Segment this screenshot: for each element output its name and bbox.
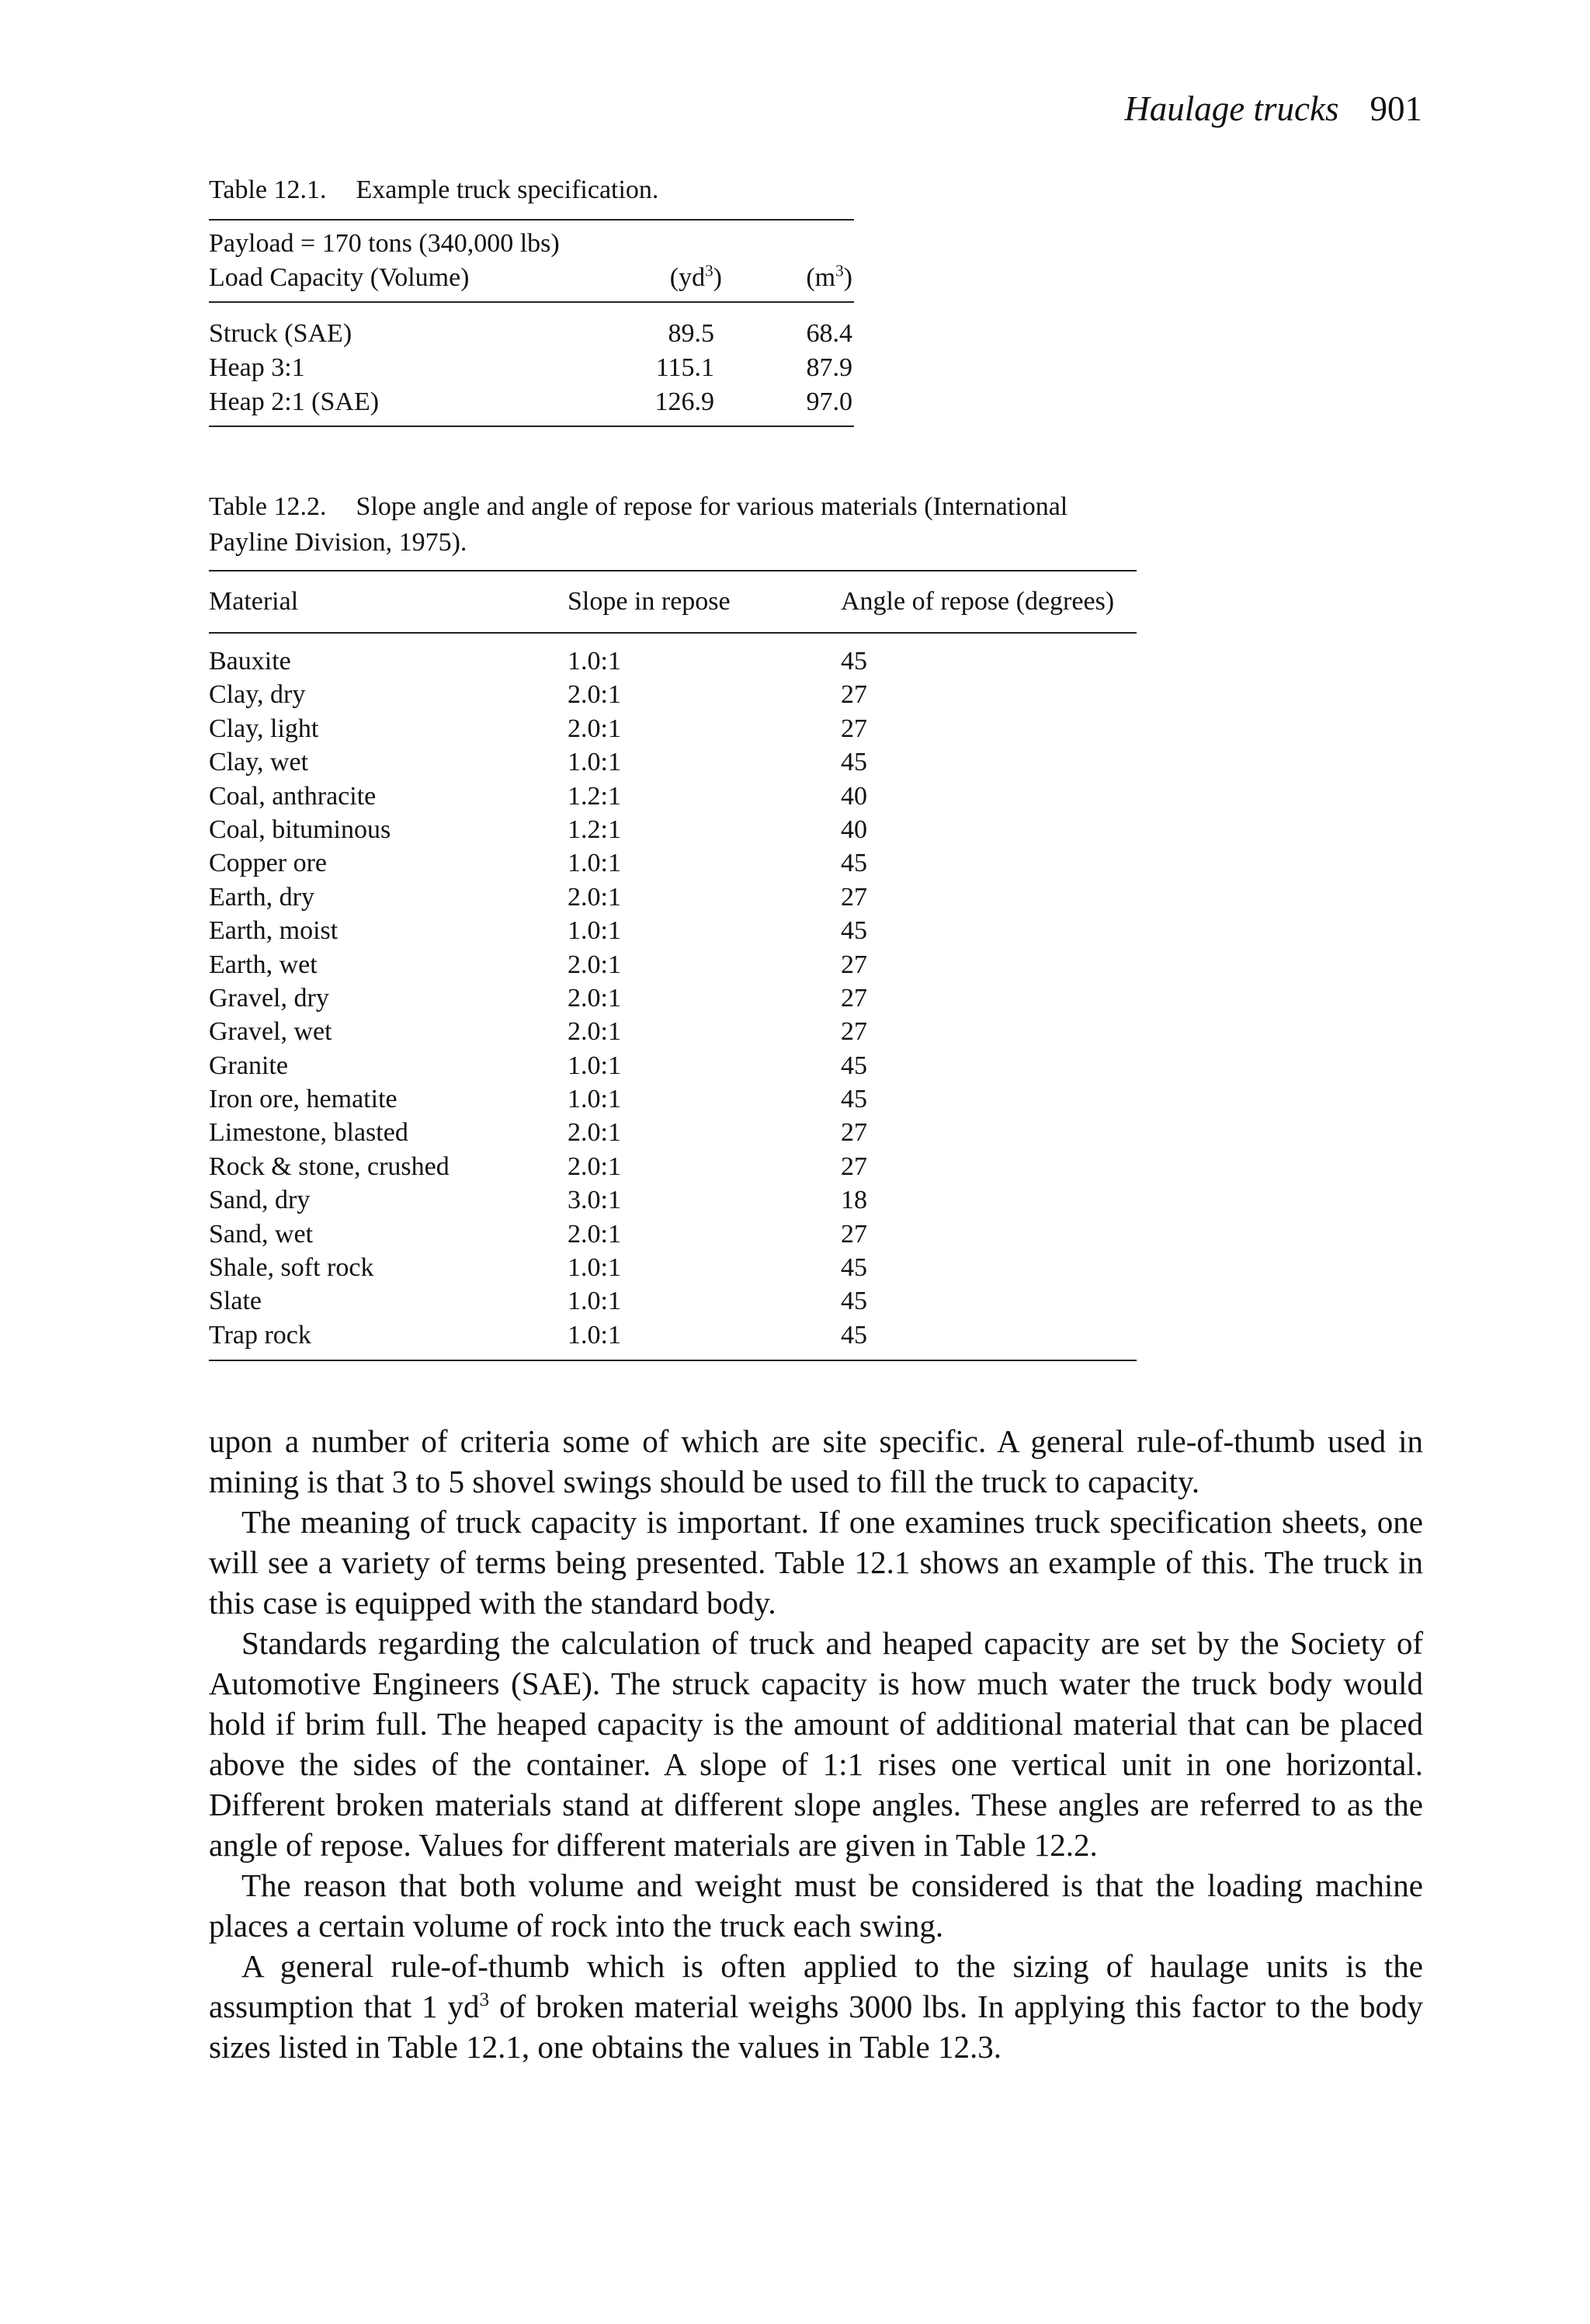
body-text [209, 1421, 1423, 2067]
table-header [209, 571, 1137, 632]
cell-slope: 2.0:1 [568, 1118, 621, 1148]
table-caption [209, 172, 854, 208]
cell-yd3: 89.5 [668, 319, 714, 348]
cell-material: Clay, wet [209, 748, 309, 777]
cell-material: Coal, bituminous [209, 815, 391, 844]
table-row [209, 914, 1137, 947]
page-number: 901 [1370, 89, 1422, 128]
cell-slope: 2.0:1 [568, 680, 621, 710]
cell-slope: 2.0:1 [568, 882, 621, 912]
cell-slope: 2.0:1 [568, 983, 621, 1013]
cell-angle: 45 [841, 1320, 867, 1350]
table-row [209, 644, 1137, 678]
table-body [209, 634, 1137, 1360]
cell-material: Slate [209, 1287, 262, 1316]
table-row [209, 780, 1137, 813]
cell-slope: 1.2:1 [568, 815, 621, 844]
column-header-angle: Angle of repose (degrees) [841, 587, 1115, 616]
cell-m3: 68.4 [806, 319, 852, 348]
cell-angle: 27 [841, 1219, 867, 1249]
table-caption-line: Payline Division, 1975). [209, 528, 467, 557]
table-caption-number: Table 12.1. [209, 175, 327, 204]
cell-angle: 18 [841, 1186, 867, 1215]
table-caption-number: Table 12.2. [209, 492, 327, 521]
cell-material: Limestone, blasted [209, 1118, 408, 1148]
cell-angle: 27 [841, 1118, 867, 1148]
table-12-2 [209, 489, 1137, 1361]
header-load-capacity: Load Capacity (Volume) [209, 263, 470, 292]
table-caption-line: Slope angle and angle of repose for various materials (International [356, 492, 1068, 521]
table-row [209, 385, 854, 419]
table-row [209, 1015, 1137, 1048]
table-row [209, 813, 1137, 846]
cell-angle: 40 [841, 781, 867, 811]
row-label: Heap 2:1 (SAE) [209, 387, 380, 416]
table-row [209, 1049, 1137, 1082]
table-row [209, 1251, 1137, 1284]
table-row [209, 712, 1137, 745]
table-caption [209, 489, 1137, 561]
paragraph: The meaning of truck capacity is important. If one examines truck specification sheets, one will see a variety of terms being presented. Table 12.1 shows an example of this. The truck in this case is equipped with the standard body. [209, 1504, 1423, 1621]
cell-angle: 45 [841, 647, 867, 676]
cell-material: Earth, wet [209, 950, 318, 979]
cell-angle: 45 [841, 849, 867, 878]
cell-angle: 45 [841, 1253, 867, 1283]
table-12-1 [209, 172, 854, 427]
cell-slope: 1.0:1 [568, 647, 621, 676]
cell-angle: 45 [841, 1051, 867, 1080]
cell-material: Iron ore, hematite [209, 1085, 398, 1114]
cell-material: Earth, dry [209, 882, 314, 912]
table-row [209, 948, 1137, 981]
cell-yd3: 115.1 [655, 353, 714, 382]
column-header-slope: Slope in repose [568, 587, 731, 616]
table-rule-bottom [209, 426, 854, 427]
cell-angle: 40 [841, 815, 867, 844]
table-row [209, 1183, 1137, 1217]
cell-slope: 3.0:1 [568, 1186, 621, 1215]
header-unit-yd3: $(yd^3)$ [669, 261, 722, 292]
cell-slope: 2.0:1 [568, 1219, 621, 1249]
cell-material: Granite [209, 1051, 288, 1080]
cell-material: Earth, moist [209, 916, 338, 946]
table-header [209, 221, 854, 301]
running-head [1124, 89, 1422, 128]
cell-angle: 45 [841, 748, 867, 777]
cell-slope: 1.0:1 [568, 849, 621, 878]
cell-material: Gravel, dry [209, 983, 329, 1013]
cell-slope: 1.0:1 [568, 1320, 621, 1350]
table-row [209, 317, 854, 351]
cell-angle: 27 [841, 1017, 867, 1047]
row-label: Struck (SAE) [209, 319, 352, 348]
cell-material: Bauxite [209, 647, 291, 676]
header-unit-m3: $(m^3)$ [806, 261, 852, 292]
row-label: Heap 3:1 [209, 353, 305, 382]
cell-material: Clay, light [209, 714, 319, 743]
table-caption-text: Example truck specification. [356, 175, 659, 204]
header-payload: Payload = 170 tons (340,000 lbs) [209, 229, 560, 258]
table-row [209, 1284, 1137, 1318]
cell-m3: 97.0 [806, 387, 852, 416]
cell-m3: 87.9 [806, 353, 852, 382]
cell-slope: 2.0:1 [568, 950, 621, 979]
header-row [209, 261, 854, 295]
cell-material: Rock & stone, crushed [209, 1152, 450, 1181]
cell-angle: 27 [841, 714, 867, 743]
cell-slope: 2.0:1 [568, 714, 621, 743]
cell-slope: 1.0:1 [568, 916, 621, 946]
table-row [209, 1218, 1137, 1251]
cell-angle: 27 [841, 882, 867, 912]
cell-material: Gravel, wet [209, 1017, 332, 1047]
table-row [209, 981, 1137, 1015]
cell-angle: 27 [841, 1152, 867, 1181]
cell-material: Sand, dry [209, 1186, 311, 1215]
table-row [209, 1116, 1137, 1149]
paragraph: The reason that both volume and weight must be considered is that the loading machine places a certain volume of rock into the truck each swing. [209, 1867, 1423, 1944]
cell-slope: 2.0:1 [568, 1017, 621, 1047]
cell-material: Shale, soft rock [209, 1253, 374, 1283]
cell-angle: 45 [841, 1287, 867, 1316]
cell-slope: 1.0:1 [568, 1085, 621, 1114]
cell-angle: 27 [841, 983, 867, 1013]
table-row [209, 1318, 1137, 1352]
cell-slope: 1.0:1 [568, 748, 621, 777]
table-row [209, 881, 1137, 914]
table-rule-bottom [209, 1360, 1137, 1361]
cell-slope: 1.0:1 [568, 1287, 621, 1316]
cell-material: Coal, anthracite [209, 781, 377, 811]
paragraph: A general rule-of-thumb which is often applied to the sizing of haulage units is the assumption that 1 $yd^3$ of broken material weighs 3000 lbs. In applying this factor to the body sizes listed in Table 12.1, one obtains the values in Table 12.3. [209, 1948, 1423, 2065]
cell-material: Copper ore [209, 849, 328, 878]
cell-angle: 27 [841, 680, 867, 710]
cell-angle: 27 [841, 950, 867, 979]
running-head-title: Haulage trucks [1124, 89, 1339, 128]
cell-angle: 45 [841, 916, 867, 946]
cell-material: Trap rock [209, 1320, 311, 1350]
cell-angle: 45 [841, 1085, 867, 1114]
cell-yd3: 126.9 [654, 387, 714, 416]
table-row [209, 1150, 1137, 1183]
cell-slope: 1.0:1 [568, 1253, 621, 1283]
table-row [209, 745, 1137, 779]
cell-material: Sand, wet [209, 1219, 314, 1249]
cell-material: Clay, dry [209, 680, 306, 710]
cell-slope: 1.2:1 [568, 781, 621, 811]
table-row [209, 678, 1137, 711]
table-row [209, 351, 854, 385]
table-row [209, 1082, 1137, 1116]
paragraph: Standards regarding the calculation of truck and heaped capacity are set by the Society of Automotive Engineers (SAE). The struck capacity is how much water the truck body would hold if brim full. The heaped capacity is the amount of additional material that can be placed above the sides of the container. A slope of 1:1 rises one vertical unit in one horizontal. Different broken materials stand at different slope angles. These angles are referred to as the angle of repose. Values for different materials are given in Table 12.2. [209, 1625, 1423, 1863]
column-header-material: Material [209, 587, 299, 616]
table-body [209, 303, 854, 426]
cell-slope: 1.0:1 [568, 1051, 621, 1080]
cell-slope: 2.0:1 [568, 1152, 621, 1181]
paragraph: upon a number of criteria some of which are site specific. A general rule-of-thumb used in mining is that 3 to 5 shovel swings should be used to fill the truck to capacity. [209, 1423, 1423, 1499]
table-row [209, 846, 1137, 880]
